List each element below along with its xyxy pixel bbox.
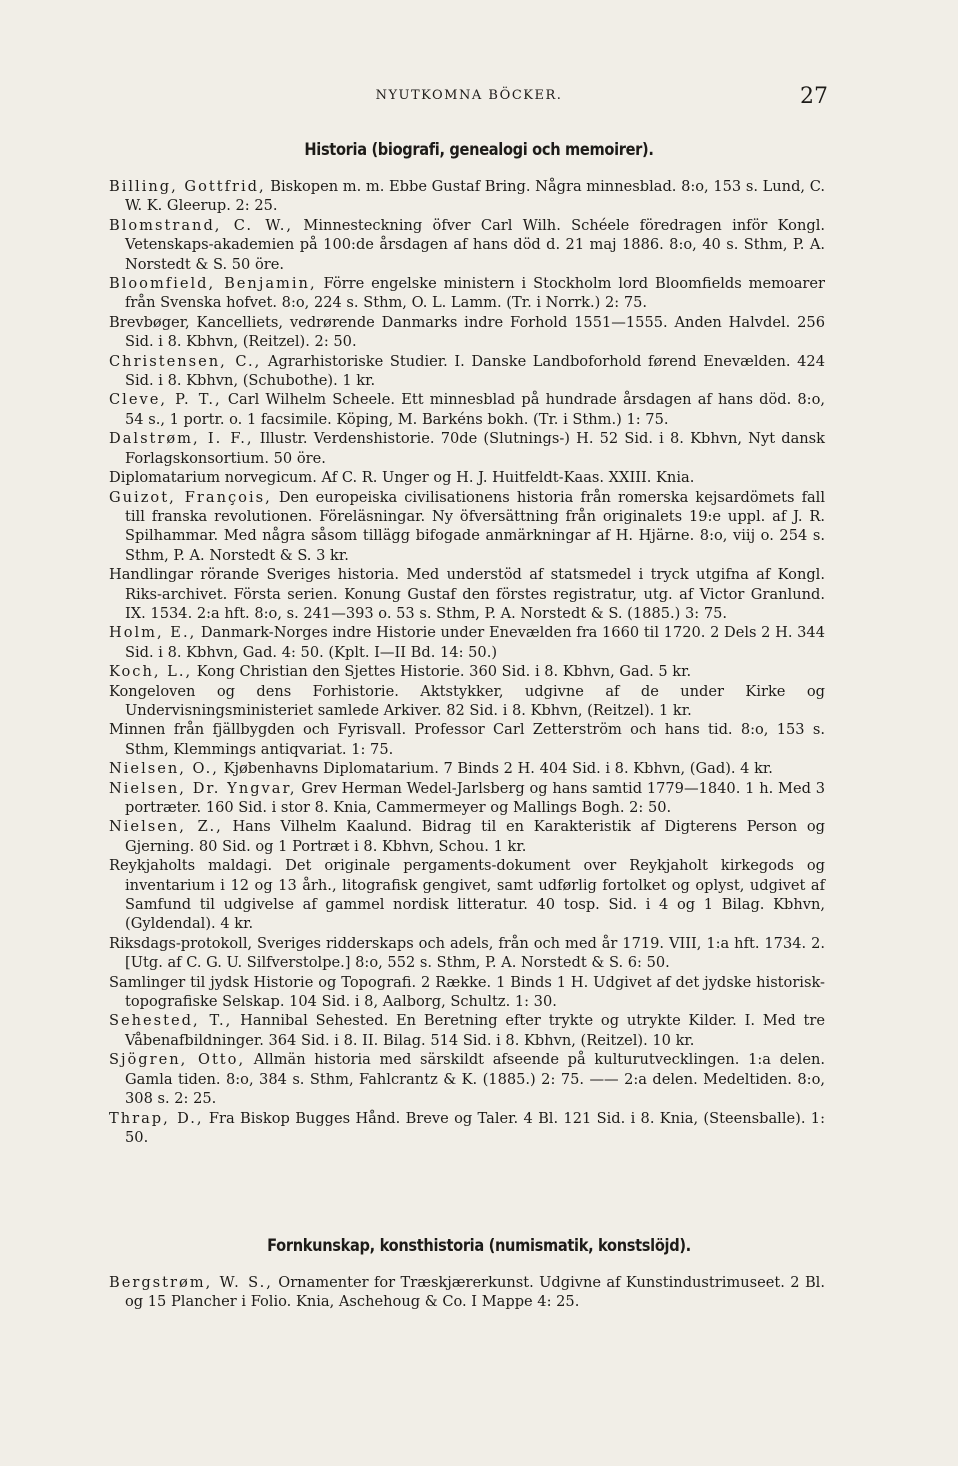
entry-text: Biskopen m. m. Ebbe Gustaf Bring. Några minnesblad. 8:o, 153 s. Lund, C. W. K. Gleerup. 2: 25. (125, 178, 825, 215)
entry-text: Allmän historia med särskildt afseende på kulturutvecklingen. 1:a delen. Gamla tiden. 8:o, 384 s. Sthm, Fahlcrantz & K. (1885.) 2: 75. —— 2:a delen. Medeltiden. 8:o, 308 s. 2: 25. (125, 1051, 826, 1108)
bibliography-entry (109, 973, 825, 1012)
section-heading-history: Historia (biografi, genealogi och memoirer). (304, 140, 654, 160)
bibliography-entry (109, 1011, 825, 1050)
entry-text: Grev Herman Wedel-Jarlsberg og hans samtid 1779—1840. 1 h. Med 3 portræter. 160 Sid. i stor 8. Knia, Cammermeyer og Mallings Bogh. 2: 50. (125, 779, 826, 816)
entry-author: Holm, E., (109, 624, 197, 642)
bibliography-entry (109, 429, 825, 468)
entry-author: Nielsen, Dr. Yngvar, (109, 779, 297, 797)
entry-author: Bergstrøm, W. S., (109, 1274, 273, 1291)
bibliography-entry (109, 1109, 825, 1148)
bibliography-entry (109, 1273, 825, 1312)
entry-text: Fra Biskop Bugges Hånd. Breve og Taler. 4 Bl. 121 Sid. i 8. Knia, (Steensballe). 1: 50. (125, 1109, 826, 1146)
entry-text: Förre engelske ministern i Stockholm lord Bloomfields memoarer från Svenska hofvet. 8:o, 224 s. Sthm, O. L. Lamm. (Tr. i Norrk.) 2: 75. (125, 275, 826, 312)
entry-text: Minnesteckning öfver Carl Wilh. Schéele föredragen inför Kongl. Vetenskaps-akademien på 100:de årsdagen af hans död d. 21 maj 1886. 8:o, 40 s. Sthm, P. A. Norstedt & S. 50 öre. (125, 216, 825, 273)
entry-text: Ornamenter for Træskjærerkunst. Udgivne af Kunstindustrimuseet. 2 Bl. og 15 Plancher i Folio. Knia, Aschehoug & Co. I Mappe 4: 25. (125, 1274, 825, 1311)
bibliography-entry (109, 274, 825, 313)
entry-text: Minnen från fjällbygden och Fyrisvall. Professor Carl Zetterström och hans tid. 8:o, 153 s. Sthm, Klemmings antiqvariat. 1: 75. (109, 721, 825, 758)
entry-text: Kong Christian den Sjettes Historie. 360 Sid. i 8. Kbhvn, Gad. 5 kr. (196, 663, 692, 681)
entry-text: Samlinger til jydsk Historie og Topografi. 2 Række. 1 Binds 1 H. Udgivet af det jydske historisk-topografiske Selskap. 104 Sid. i 8, Aalborg, Schultz. 1: 30. (109, 973, 825, 1011)
entry-author: Sjögren, Otto, (109, 1051, 246, 1069)
bibliography-entry (109, 662, 825, 681)
entry-text: Illustr. Verdenshistorie. 70de (Slutnings-) H. 52 Sid. i 8. Kbhvn, Nyt dansk Forlagskonsortium. 50 öre. (125, 430, 826, 467)
running-head (110, 84, 828, 114)
page-number: 27 (800, 84, 828, 109)
entry-text: Kongeloven og dens Forhistorie. Aktstykker, udgivne af de under Kirke og Undervisningsministeriet samlede Arkiver. 82 Sid. i 8. Kbhvn, (Reitzel). 1 kr. (109, 682, 825, 719)
entry-author: Cleve, P. T., (109, 391, 222, 409)
entry-text: Hans Vilhelm Kaalund. Bidrag til en Karakteristik af Digterens Person og Gjerning. 80 Sid. og 1 Portræt i 8. Kbhvn, Schou. 1 kr. (125, 818, 825, 855)
bibliography-entry (109, 313, 825, 352)
entry-author: Nielsen, Z., (109, 818, 223, 836)
entry-author: Thrap, D., (109, 1109, 204, 1127)
bibliography-entry (109, 779, 825, 818)
entry-text: Riksdags-protokoll, Sveriges ridderskaps och adels, från och med år 1719. VIII, 1:a hft. 1734. 2. [Utg. af C. G. U. Silfverstolpe.] 8:o, 552 s. Sthm, P. A. Norstedt & S. 6: 50. (109, 934, 825, 972)
entry-text: Agrarhistoriske Studier. I. Danske Landboforhold førend Enevælden. 424 Sid. i 8. Kbhvn, (Schubothe). 1 kr. (125, 352, 825, 390)
entry-author: Koch, L., (109, 663, 193, 681)
bibliography-entry (109, 488, 825, 566)
entry-text: Kjøbenhavns Diplomatarium. 7 Binds 2 H. 404 Sid. i 8. Kbhvn, (Gad). 4 kr. (223, 760, 773, 778)
entry-author: Guizot, François, (109, 488, 272, 506)
bibliography-entry (109, 623, 825, 662)
bibliography-entry (109, 468, 825, 487)
section-heading-antiquities: Fornkunskap, konsthistoria (numismatik, konstslöjd). (267, 1236, 691, 1256)
bibliography-entry (109, 682, 825, 721)
entry-text: Handlingar rörande Sveriges historia. Med understöd af statsmedel i tryck utgifna af Kongl. Riks-archivet. Första serien. Konung Gustaf den förstes registratur, utg. af Victor Granlund. IX. 1534. 2:a hft. 8:o, s. 241—393 o. 53 s. Sthm, P. A. Norstedt & S. (1885.) 3: 75. (109, 566, 825, 622)
entry-author: Blomstrand, C. W., (109, 216, 294, 234)
bibliography-entry (109, 390, 825, 429)
entry-author: Billing, Gottfrid, (109, 178, 266, 195)
entry-author: Nielsen, O., (109, 760, 219, 778)
entry-author: Bloomfield, Benjamin, (109, 275, 317, 293)
bibliography-entry (109, 759, 825, 778)
bibliography-entry (109, 720, 825, 759)
entry-text: Reykjaholts maldagi. Det originale pergaments-dokument over Reykjaholt kirkegods og inventarium i 12 og 13 årh., litografisk gengivet, samt udførlig fortolket og oplyst, udgivet af Samfund til udgivelse af gammel nordisk litteratur. 40 tosp. Sid. i 4 og 1 Bilag. Kbhvn, (Gyldendal). 4 kr. (109, 857, 825, 933)
bibliography-entry (109, 177, 825, 216)
entry-list-antiquities (109, 1273, 825, 1312)
entry-author: Christensen, C., (109, 352, 262, 370)
entry-text: Diplomatarium norvegicum. Af C. R. Unger og H. J. Huitfeldt-Kaas. XXIII. Knia. (109, 469, 695, 487)
running-title: NYUTKOMNA BÖCKER. (375, 88, 563, 103)
bibliography-entry (109, 856, 825, 934)
bibliography-entry (109, 1050, 825, 1108)
entry-text: Danmark-Norges indre Historie under Enevælden fra 1660 til 1720. 2 Dels 2 H. 344 Sid. i 8. Kbhvn, Gad. 4: 50. (Kplt. I—II Bd. 14: 50.) (125, 624, 825, 661)
entry-author: Dalstrøm, I. F., (109, 430, 254, 448)
entry-text: Brevbøger, Kancelliets, vedrørende Danmarks indre Forhold 1551—1555. Anden Halvdel. 256 Sid. i 8. Kbhvn, (Reitzel). 2: 50. (109, 313, 825, 351)
entry-list-history (109, 177, 825, 1147)
bibliography-entry (109, 934, 825, 973)
entry-text: Hannibal Sehested. En Beretning efter trykte og utrykte Kilder. I. Med tre Våbenafbildninger. 364 Sid. i 8. II. Bilag. 514 Sid. i 8. Kbhvn, (Reitzel). 10 kr. (125, 1012, 826, 1049)
bibliography-entry (109, 352, 825, 391)
entry-text: Den europeiska civilisationens historia från romerska kejsardömets fall till franska revolutionen. Föreläsningar. Ny öfversättning från originalets 19:e uppl. af J. R. Spilhammar. Med några såsom tillägg bifogade anmärkningar af H. Hjärne. 8:o, viij o. 254 s. Sthm, P. A. Norstedt & S. 3 kr. (125, 488, 825, 564)
bibliography-entry (109, 817, 825, 856)
bibliography-entry (109, 565, 825, 623)
bibliography-entry (109, 216, 825, 274)
entry-text: Carl Wilhelm Scheele. Ett minnesblad på hundrade årsdagen af hans död. 8:o, 54 s., 1 portr. o. 1 facsimile. Köping, M. Barkéns bokh. (Tr. i Sthm.) 1: 75. (125, 391, 825, 428)
entry-author: Sehested, T., (109, 1012, 233, 1030)
